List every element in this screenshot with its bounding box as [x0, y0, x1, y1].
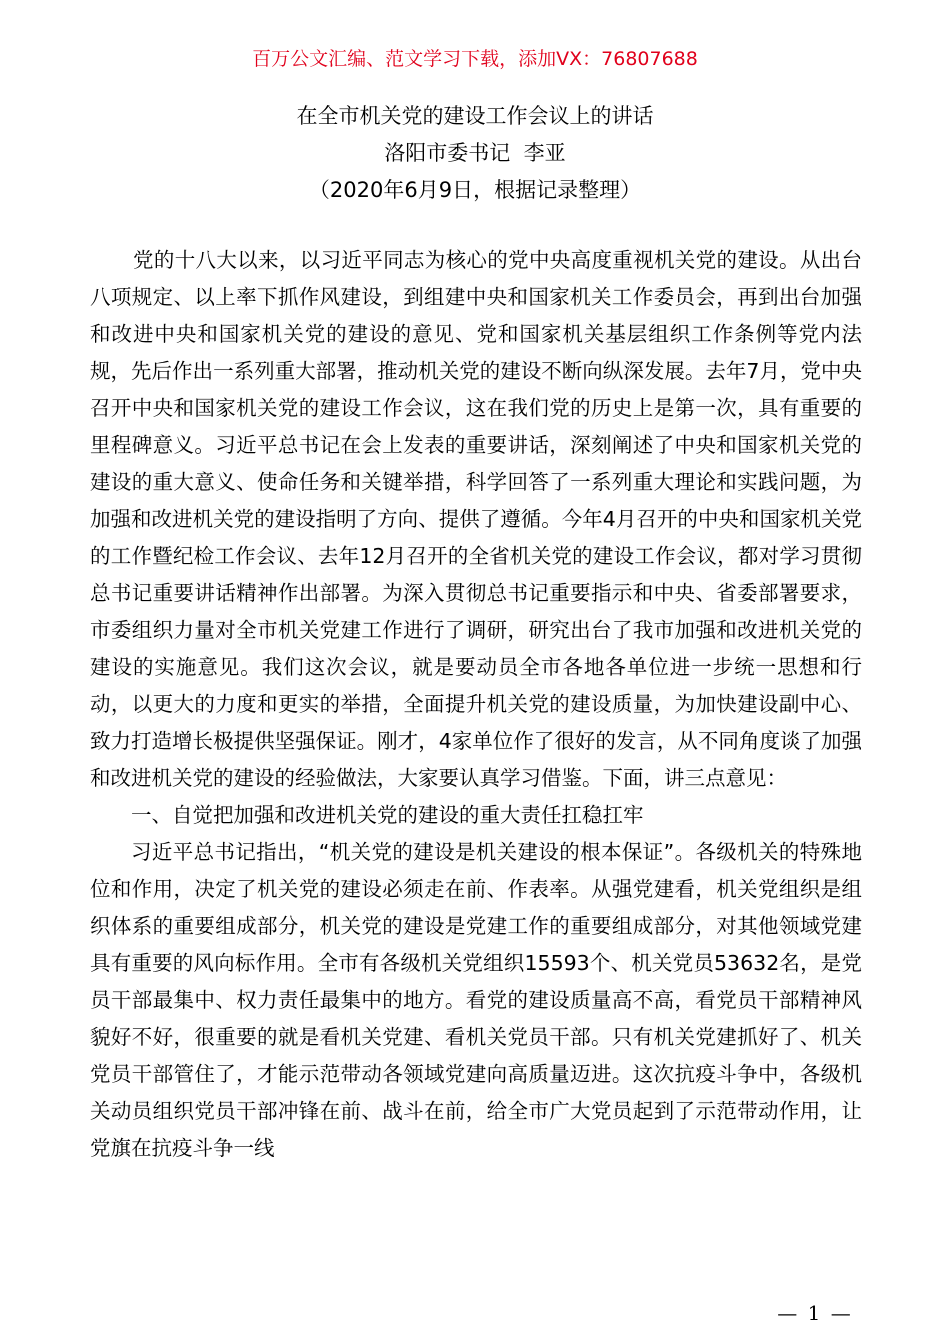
document-author: 洛阳市委书记 李亚	[384, 141, 566, 165]
paragraph-section-1: 习近平总书记指出，“机关党的建设是机关建设的根本保证”。各级机关的特殊地位和作用，决定了机关党的建设必须走在前、作表率。从强党建看，机关党组织是组织体系的重要组成部分，机关党的建设是党建工作的重要组成部分，对其他领域党建具有重要的风向标作用。全市有各级机关党组织15593个、机关党员53632名，是党员干部最集中、权力责任最集中的地方。看党的建设质量高不高，看党员干部精神风貌好不好，很重要的就是看机关党建、看机关党员干部。只有机关党建抓好了、机关党员干部管住了，才能示范带动各领域党建向高质量迈进。这次抗疫斗争中，各级机关动员组织党员干部冲锋在前、战斗在前，给全市广大党员起到了示范带动作用，让党旗在抗疫斗争一线	[90, 840, 862, 1160]
page-number: — 1 —	[777, 1301, 853, 1325]
section-heading-1: 一、自觉把加强和改进机关党的建设的重大责任扛稳扛牢	[131, 803, 644, 827]
document-title: 在全市机关党的建设工作会议上的讲话	[296, 104, 654, 128]
document-body	[90, 242, 862, 1167]
promo-banner: 百万公文汇编、范文学习下载，添加VX：76807688	[252, 48, 698, 70]
paragraph-intro: 党的十八大以来，以习近平同志为核心的党中央高度重视机关党的建设。从出台八项规定、以上率下抓作风建设，到组建中央和国家机关工作委员会，再到出台加强和改进中央和国家机关党的建设的意见、党和国家机关基层组织工作条例等党内法规，先后作出一系列重大部署，推动机关党的建设不断向纵深发展。去年7月，党中央召开中央和国家机关党的建设工作会议，这在我们党的历史上是第一次，具有重要的里程碑意义。习近平总书记在会上发表的重要讲话，深刻阐述了中央和国家机关党的建设的重大意义、使命任务和关键举措，科学回答了一系列重大理论和实践问题，为加强和改进机关党的建设指明了方向、提供了遵循。今年4月召开的中央和国家机关党的工作暨纪检工作会议、去年12月召开的全省机关党的建设工作会议，都对学习贯彻总书记重要讲话精神作出部署。为深入贯彻总书记重要指示和中央、省委部署要求，市委组织力量对全市机关党建工作进行了调研，研究出台了我市加强和改进机关党的建设的实施意见。我们这次会议，就是要动员全市各地各单位进一步统一思想和行动，以更大的力度和更实的举措，全面提升机关党的建设质量，为加快建设副中心、致力打造增长极提供坚强保证。刚才，4家单位作了很好的发言，从不同角度谈了加强和改进机关党的建设的经验做法，大家要认真学习借鉴。下面，讲三点意见：	[90, 248, 862, 790]
title-block	[0, 98, 950, 209]
document-date-note: （2020年6月9日，根据记录整理）	[308, 178, 642, 202]
